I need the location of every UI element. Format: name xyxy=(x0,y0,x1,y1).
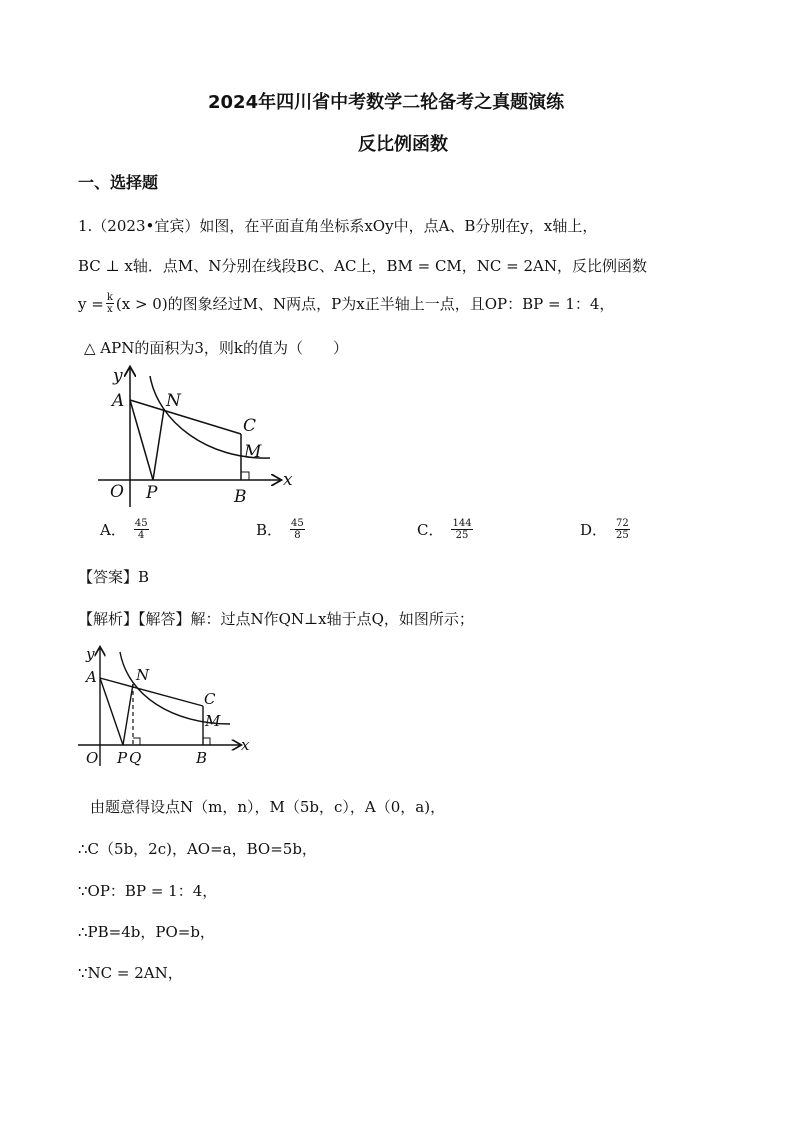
step-line-2: ∴C（5b，2c)，AO=a，BO=5b， xyxy=(78,840,317,858)
label-n: N xyxy=(166,391,181,411)
step-line-3: ∵OP：BP = 1：4， xyxy=(78,882,218,900)
segment-ac xyxy=(130,400,241,434)
right-angle-mark xyxy=(241,472,249,480)
question-line-3 xyxy=(78,292,614,315)
figure-2 xyxy=(78,642,258,770)
label-p: P xyxy=(146,483,158,503)
formula-rest: (x > 0)的图象经过M、N两点，P为x正半轴上一点，且OP：BP = 1：4， xyxy=(115,295,615,313)
section-heading: 一、选择题 xyxy=(78,173,159,192)
label-b: B xyxy=(196,749,208,767)
formula-lhs: y = xyxy=(78,294,104,313)
formula-fraction xyxy=(106,292,114,315)
segment-ap xyxy=(100,678,123,745)
label-x: x xyxy=(283,470,293,490)
option-d-label: D． xyxy=(580,521,608,539)
option-d-fraction xyxy=(615,518,630,541)
step-line-4: ∴PB=4b，PO=b， xyxy=(78,923,215,941)
analysis-line: 【解析】【解答】解：过点N作QN⊥x轴于点Q，如图所示； xyxy=(78,610,474,628)
figure-1 xyxy=(98,362,298,510)
question-line-1: 1.（2023•宜宾）如图，在平面直角坐标系xOy中，点A、B分别在y，x轴上， xyxy=(78,217,598,235)
label-a: A xyxy=(86,668,97,686)
label-b: B xyxy=(234,487,247,507)
label-y: y xyxy=(86,645,95,663)
question-line-4: △ APN的面积为3，则k的值为（ ） xyxy=(84,339,348,357)
question-line-2: BC ⊥ x轴．点M、N分别在线段BC、AC上，BM = CM，NC = 2AN，反比例函数 xyxy=(78,257,647,275)
answer-line: 【答案】B xyxy=(78,568,150,586)
option-a-num: 45 xyxy=(134,518,148,529)
segment-pn xyxy=(153,409,164,480)
option-c-label: C． xyxy=(417,521,444,539)
label-o: O xyxy=(110,482,124,502)
right-angle-mark-b xyxy=(203,738,210,745)
right-angle-mark-q xyxy=(133,738,140,745)
option-c-fraction xyxy=(451,518,472,541)
label-a: A xyxy=(112,391,125,411)
step-line-5: ∵NC = 2AN， xyxy=(78,964,183,982)
option-a[interactable] xyxy=(100,518,151,541)
fraction-numerator: k xyxy=(106,292,113,303)
option-a-fraction xyxy=(134,518,149,541)
label-c: C xyxy=(204,690,216,708)
option-c[interactable] xyxy=(417,518,475,541)
label-c: C xyxy=(243,416,257,436)
option-a-den: 4 xyxy=(138,530,145,541)
page-title: 2024年四川省中考数学二轮备考之真题演练 xyxy=(208,92,565,113)
label-y: y xyxy=(113,366,123,386)
page-subtitle: 反比例函数 xyxy=(358,134,448,155)
option-b-num: 45 xyxy=(291,518,304,529)
label-o: O xyxy=(86,749,99,767)
segment-ap xyxy=(130,400,153,480)
option-b-fraction xyxy=(290,518,305,541)
option-a-label: A． xyxy=(100,521,126,539)
option-d-num: 72 xyxy=(616,518,629,529)
label-p: P xyxy=(117,749,128,767)
option-b-label: B． xyxy=(256,521,283,539)
label-m: M xyxy=(205,712,221,730)
label-x: x xyxy=(241,736,250,754)
label-n: N xyxy=(136,666,150,684)
label-q: Q xyxy=(129,749,142,767)
fraction-denominator: x xyxy=(107,304,113,315)
option-d-den: 25 xyxy=(616,530,629,541)
option-c-den: 25 xyxy=(455,530,469,541)
option-c-num: 144 xyxy=(452,518,472,529)
option-d[interactable] xyxy=(580,518,632,541)
step-line-1: 由题意得设点N（m，n），M（5b，c），A（0，a)， xyxy=(90,798,446,816)
label-m: M xyxy=(244,442,262,462)
option-b[interactable] xyxy=(256,518,307,541)
segment-pn xyxy=(123,684,133,745)
option-b-den: 8 xyxy=(294,530,301,541)
